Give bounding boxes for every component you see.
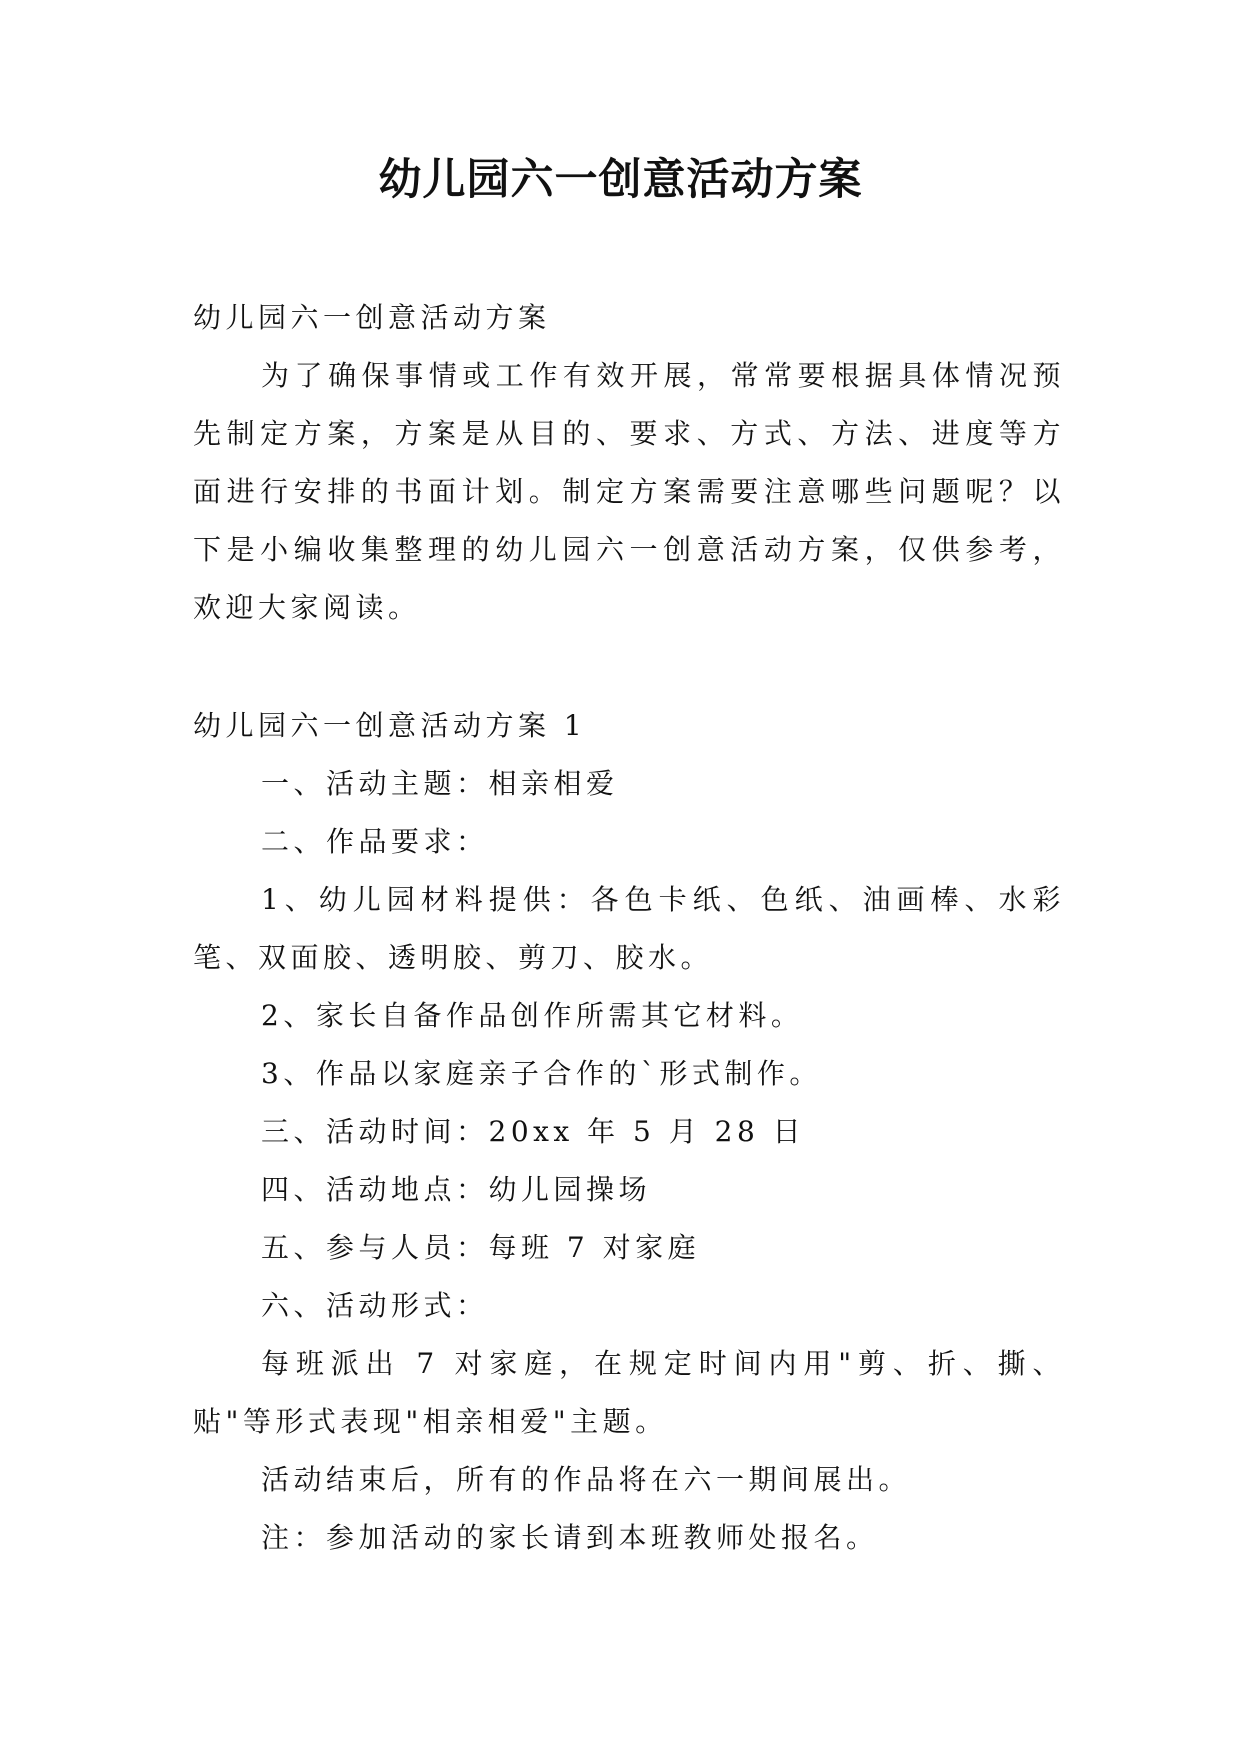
item-requirements: 二、作品要求： [261,825,489,858]
plan-heading: 幼儿园六一创意活动方案 1 [193,709,587,742]
item-time: 三、活动时间：20xx 年 5 月 28 日 [261,1115,806,1148]
item-note: 注：参加活动的家长请到本班教师处报名。 [261,1521,879,1554]
document-subtitle: 幼儿园六一创意活动方案 [193,301,551,334]
item-location: 四、活动地点：幼儿园操场 [261,1173,652,1206]
intro-paragraph: 为了确保事情或工作有效开展，常常要根据具体情况预先制定方案，方案是从目的、要求、方式、方法、进度等方面进行安排的书面计划。制定方案需要注意哪些问题呢？以下是小编收集整理的幼儿园六一创意活动方案，仅供参考，欢迎大家阅读。 [193,359,1065,624]
document-title: 幼儿园六一创意活动方案 [378,155,863,205]
item-activity-format: 六、活动形式： [261,1289,489,1322]
item-format-detail: 每班派出 7 对家庭，在规定时间内用"剪、折、撕、贴"等形式表现"相亲相爱"主题。 [193,1347,1065,1438]
item-production-form: 3、作品以家庭亲子合作的`形式制作。 [261,1057,822,1090]
plan-items [193,755,1065,1567]
item-exhibition: 活动结束后，所有的作品将在六一期间展出。 [261,1463,912,1496]
item-materials: 1、幼儿园材料提供：各色卡纸、色纸、油画棒、水彩笔、双面胶、透明胶、剪刀、胶水。 [193,883,1065,974]
item-theme: 一、活动主题：相亲相爱 [261,767,619,800]
item-participants: 五、参与人员：每班 7 对家庭 [261,1231,701,1264]
item-parent-materials: 2、家长自备作品创作所需其它材料。 [261,999,804,1032]
